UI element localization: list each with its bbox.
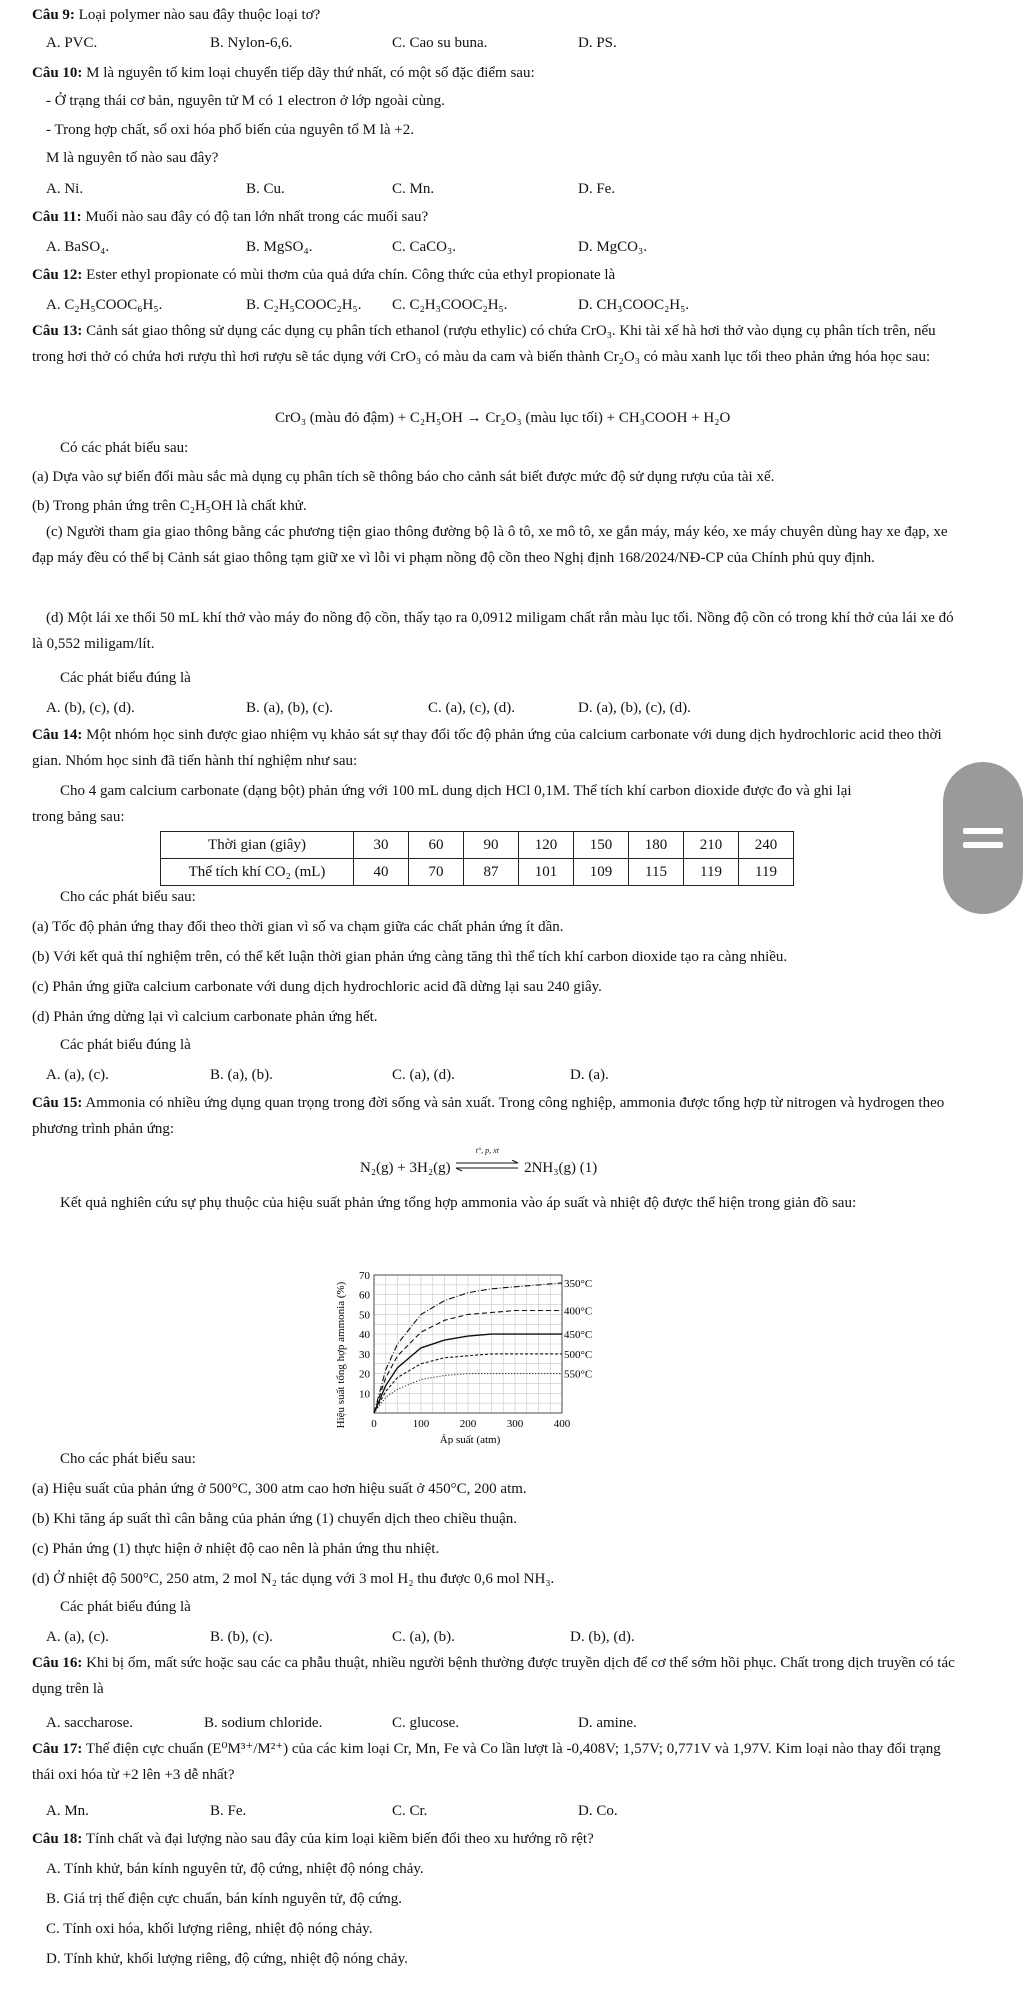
q16-option-c: C. glucose. (392, 1715, 460, 1731)
q13-statement-b: (b) Trong phản ứng trên C₂H₅OH là chất khử. (32, 498, 307, 514)
q16-stem: Câu 16: Khi bị ốm, mất sức hoặc sau các ca phẫu thuật, nhiều người bệnh thường được truyền dịch để cơ thể sớm hồi phục. Chất trong dịch truyền có tác dụng trên là (32, 1655, 955, 1697)
q12-stem: Câu 12: Ester ethyl propionate có mùi thơm của quả dứa chín. Công thức của ethyl propionate là (32, 267, 616, 283)
q14-experiment-2: trong bảng sau: (32, 809, 125, 825)
q15-option-a: A. (a), (c). (46, 1629, 109, 1645)
q10-option-d: D. Fe. (578, 181, 616, 197)
q13-statement-c: (c) Người tham gia giao thông bằng các phương tiện giao thông đường bộ là ô tô, xe mô tô, xe gắn máy, máy kéo, xe máy chuyên dùng hay xe đạp, xe đạp máy đều có thể bị Cảnh sát giao thông tạm giữ xe vì lỗi vi phạm nồng độ cồn theo Nghị định 168/2024/NĐ-CP của Chính phủ quy định. (32, 524, 948, 566)
q15-statement-b: (b) Khi tăng áp suất thì cân bằng của phản ứng (1) chuyển dịch theo chiều thuận. (32, 1511, 518, 1527)
x-tick-label: 200 (459, 1418, 477, 1430)
q13-statement-a: (a) Dựa vào sự biến đổi màu sắc mà dụng cụ phân tích sẽ thông báo cho cảnh sát biết được mức độ sử dụng rượu của tài xế. (32, 469, 775, 485)
q17-option-d: D. Co. (578, 1803, 618, 1819)
table-row-head: Thể tích khí CO₂ (mL) (161, 859, 354, 886)
chart-y-ticks (359, 1270, 371, 1400)
x-tick-label: 100 (412, 1418, 430, 1430)
q15-statement-a: (a) Hiệu suất của phản ứng ở 500°C, 300 atm cao hơn hiệu suất ở 450°C, 200 atm. (32, 1481, 527, 1497)
q15-statement-d: (d) Ở nhiệt độ 500°C, 250 atm, 2 mol N₂ tác dụng với 3 mol H₂ thu được 0,6 mol NH₃. (32, 1571, 555, 1587)
chart-y-label: Hiệu suất tổng hợp ammonia (%) (335, 1281, 347, 1429)
table-row (161, 832, 794, 859)
q12-option-a: A. C₂H₅COOC₆H₅. (46, 297, 163, 313)
table-cell: 60 (409, 832, 464, 859)
q14-experiment: Cho 4 gam calcium carbonate (dạng bột) phản ứng với 100 mL dung dịch HCl 0,1M. Thể tích khí carbon dioxide được đo và ghi lại (60, 783, 852, 799)
q15-option-c: C. (a), (b). (392, 1629, 455, 1645)
x-tick-label: 300 (506, 1418, 524, 1430)
q17-option-a: A. Mn. (46, 1803, 89, 1819)
q14-statement-c: (c) Phản ứng giữa calcium carbonate với dung dịch hydrochloric acid đã dừng lại sau 240 giây. (32, 979, 602, 995)
table-cell: 119 (684, 859, 739, 886)
y-tick-label: 20 (359, 1368, 370, 1381)
q14-statement-b: (b) Với kết quả thí nghiệm trên, có thể kết luận thời gian phản ứng càng tăng thì thể tích khí carbon dioxide tạo ra càng nhiều. (32, 949, 788, 965)
q13-option-d: D. (a), (b), (c), (d). (578, 700, 691, 716)
q15-result: Kết quả nghiên cứu sự phụ thuộc của hiệu suất phản ứng tổng hợp ammonia vào áp suất và nhiệt độ được thể hiện trong giản đồ sau: (60, 1195, 857, 1211)
q9-option-c: C. Cao su buna. (392, 35, 488, 51)
x-tick-label: 400 (553, 1418, 571, 1430)
chart-legend (564, 1278, 592, 1381)
q16-option-b: B. sodium chloride. (204, 1715, 323, 1731)
q13-option-c: C. (a), (c), (d). (428, 700, 516, 716)
table-cell: 115 (629, 859, 684, 886)
q13-option-b: B. (a), (b), (c). (246, 700, 334, 716)
table-row-head: Thời gian (giây) (161, 832, 354, 859)
q15-option-b: B. (b), (c). (210, 1629, 273, 1645)
q15-statement-c: (c) Phản ứng (1) thực hiện ở nhiệt độ cao nên là phản ứng thu nhiệt. (32, 1541, 440, 1557)
q10-line-1: - Ở trạng thái cơ bản, nguyên tử M có 1 electron ở lớp ngoài cùng. (46, 93, 445, 109)
table-cell: 240 (739, 832, 794, 859)
q11-option-d: D. MgCO₃. (578, 239, 647, 255)
q15-stem: Câu 15: Ammonia có nhiều ứng dụng quan trọng trong đời sống và sản xuất. Trong công nghiệp, ammonia được tổng hợp từ nitrogen và hydrogen theo phương trình phản ứng: (32, 1095, 945, 1137)
table-cell: 40 (354, 859, 409, 886)
q12-option-d: D. CH₃COOC₂H₅. (578, 297, 690, 313)
q15-option-d: D. (b), (d). (570, 1629, 635, 1645)
table-cell: 30 (354, 832, 409, 859)
legend-label: 450°C (564, 1329, 593, 1342)
q15-ask: Các phát biểu đúng là (60, 1599, 191, 1615)
y-tick-label: 50 (359, 1309, 370, 1322)
menu-bar-icon (963, 828, 1003, 834)
q14-stem: Câu 14: Một nhóm học sinh được giao nhiệm vụ khảo sát sự thay đổi tốc độ phản ứng của calcium carbonate với dung dịch hydrochloric acid theo thời gian. Nhóm học sinh đã tiến hành thí nghiệm như sau: (32, 727, 942, 769)
q15-intro: Cho các phát biểu sau: (60, 1451, 196, 1467)
q11-stem: Câu 11: Muối nào sau đây có độ tan lớn nhất trong các muối sau? (32, 209, 429, 225)
ammonia-yield-chart (326, 1263, 656, 1445)
q18-option-d: D. Tính khử, khối lượng riêng, độ cứng, nhiệt độ nóng chảy. (46, 1951, 408, 1967)
chart-grid (374, 1275, 562, 1413)
q14-option-d: D. (a). (570, 1067, 609, 1083)
q18-option-c: C. Tính oxi hóa, khối lượng riêng, nhiệt độ nóng chảy. (46, 1921, 373, 1937)
q10-option-c: C. Mn. (392, 181, 435, 197)
q16-option-a: A. saccharose. (46, 1715, 134, 1731)
table-cell: 70 (409, 859, 464, 886)
q13-statement-d: (d) Một lái xe thổi 50 mL khí thở vào máy đo nồng độ cồn, thấy tạo ra 0,0912 miligam chất rắn màu lục tối. Nồng độ cồn có trong khí thở của lái xe đó là 0,552 miligam/lít. (32, 610, 954, 652)
table-cell: 150 (574, 832, 629, 859)
legend-label: 400°C (564, 1305, 593, 1318)
table-row (161, 859, 794, 886)
q13-stem: Câu 13: Cảnh sát giao thông sử dụng các dụng cụ phân tích ethanol (rượu ethylic) có chứa CrO₃. Khi tài xế hà hơi thở vào dụng cụ phân tích trên, nếu trong hơi thở có chứa hơi rượu thì hơi rượu sẽ tác dụng với CrO₃ có màu da cam và biến thành Cr₂O₃ có màu xanh lục tối theo phản ứng hóa học sau: (32, 323, 936, 365)
table-cell: 210 (684, 832, 739, 859)
q15-conditions: t°, p, xt (475, 1146, 499, 1156)
menu-bar-icon (963, 842, 1003, 848)
q9-stem: Câu 9: Loại polymer nào sau đây thuộc loại tơ? (32, 7, 321, 23)
x-tick-label: 0 (371, 1418, 377, 1430)
legend-label: 350°C (564, 1277, 593, 1290)
floating-menu-button[interactable] (943, 762, 1023, 914)
q15-equation-right: 2NH₃(g) (1) (524, 1160, 598, 1176)
q11-option-b: B. MgSO₄. (246, 239, 313, 255)
y-tick-label: 40 (359, 1329, 370, 1342)
q10-line-2: - Trong hợp chất, số oxi hóa phổ biến của nguyên tố M là +2. (46, 122, 415, 138)
q18-option-b: B. Giá trị thế điện cực chuẩn, bán kính nguyên tử, độ cứng. (46, 1891, 402, 1907)
table-cell: 87 (464, 859, 519, 886)
q10-stem: Câu 10: M là nguyên tố kim loại chuyển tiếp dãy thứ nhất, có một số đặc điểm sau: (32, 65, 535, 81)
chart-x-ticks (371, 1418, 571, 1430)
q17-option-b: B. Fe. (210, 1803, 247, 1819)
q14-option-a: A. (a), (c). (46, 1067, 109, 1083)
q15-equation (360, 1146, 598, 1177)
q9-option-d: D. PS. (578, 35, 617, 51)
q17-option-c: C. Cr. (392, 1803, 428, 1819)
y-tick-label: 70 (359, 1270, 370, 1282)
q18-stem: Câu 18: Tính chất và đại lượng nào sau đây của kim loại kiềm biến đổi theo xu hướng rõ rệt? (32, 1831, 594, 1847)
q14-statement-d: (d) Phản ứng dừng lại vì calcium carbonate phản ứng hết. (32, 1009, 378, 1025)
q13-equation: CrO₃ (màu đỏ đậm) + C₂H₅OH → Cr₂O₃ (màu lục tối) + CH₃COOH + H₂O (275, 410, 731, 426)
q10-option-a: A. Ni. (46, 181, 84, 197)
y-tick-label: 30 (359, 1348, 370, 1361)
q11-option-c: C. CaCO₃. (392, 239, 456, 255)
q14-ask: Các phát biểu đúng là (60, 1037, 191, 1053)
q17-stem: Câu 17: Thế điện cực chuẩn (E⁰M³⁺/M²⁺) của các kim loại Cr, Mn, Fe và Co lần lượt là -0,408V; 1,57V; 0,771V và 1,97V. Kim loại nào thay đổi trạng thái oxi hóa từ +2 lên +3 dễ nhất? (32, 1741, 941, 1783)
table-cell: 180 (629, 832, 684, 859)
chart-x-label: Áp suất (atm) (439, 1434, 501, 1445)
table-cell: 119 (739, 859, 794, 886)
q14-intro: Cho các phát biểu sau: (60, 889, 196, 905)
table-cell: 90 (464, 832, 519, 859)
legend-label: 550°C (564, 1368, 593, 1381)
q13-intro: Có các phát biểu sau: (60, 440, 189, 456)
q16-option-d: D. amine. (578, 1715, 637, 1731)
q12-option-c: C. C₂H₃COOC₂H₅. (392, 297, 508, 313)
table-cell: 120 (519, 832, 574, 859)
y-tick-label: 60 (359, 1289, 370, 1302)
y-tick-label: 10 (359, 1388, 370, 1401)
q9-option-a: A. PVC. (46, 35, 98, 51)
q13-option-a: A. (b), (c), (d). (46, 700, 135, 716)
q14-data-table (160, 831, 794, 886)
q14-statement-a: (a) Tốc độ phản ứng thay đổi theo thời gian vì số va chạm giữa các chất phản ứng ít dần. (32, 919, 564, 935)
q10-line-3: M là nguyên tố nào sau đây? (46, 150, 219, 166)
q14-option-b: B. (a), (b). (210, 1067, 273, 1083)
q11-option-a: A. BaSO₄. (46, 239, 110, 255)
legend-label: 500°C (564, 1348, 593, 1361)
q9-option-b: B. Nylon-6,6. (210, 35, 293, 51)
q10-option-b: B. Cu. (246, 181, 285, 197)
table-cell: 101 (519, 859, 574, 886)
table-cell: 109 (574, 859, 629, 886)
q12-option-b: B. C₂H₅COOC₂H₅. (246, 297, 362, 313)
equilibrium-arrow-icon (454, 1146, 520, 1177)
q15-equation-left: N₂(g) + 3H₂(g) (360, 1160, 451, 1176)
q13-ask: Các phát biểu đúng là (60, 670, 191, 686)
q14-option-c: C. (a), (d). (392, 1067, 455, 1083)
q18-option-a: A. Tính khử, bán kính nguyên tử, độ cứng, nhiệt độ nóng chảy. (46, 1861, 424, 1877)
